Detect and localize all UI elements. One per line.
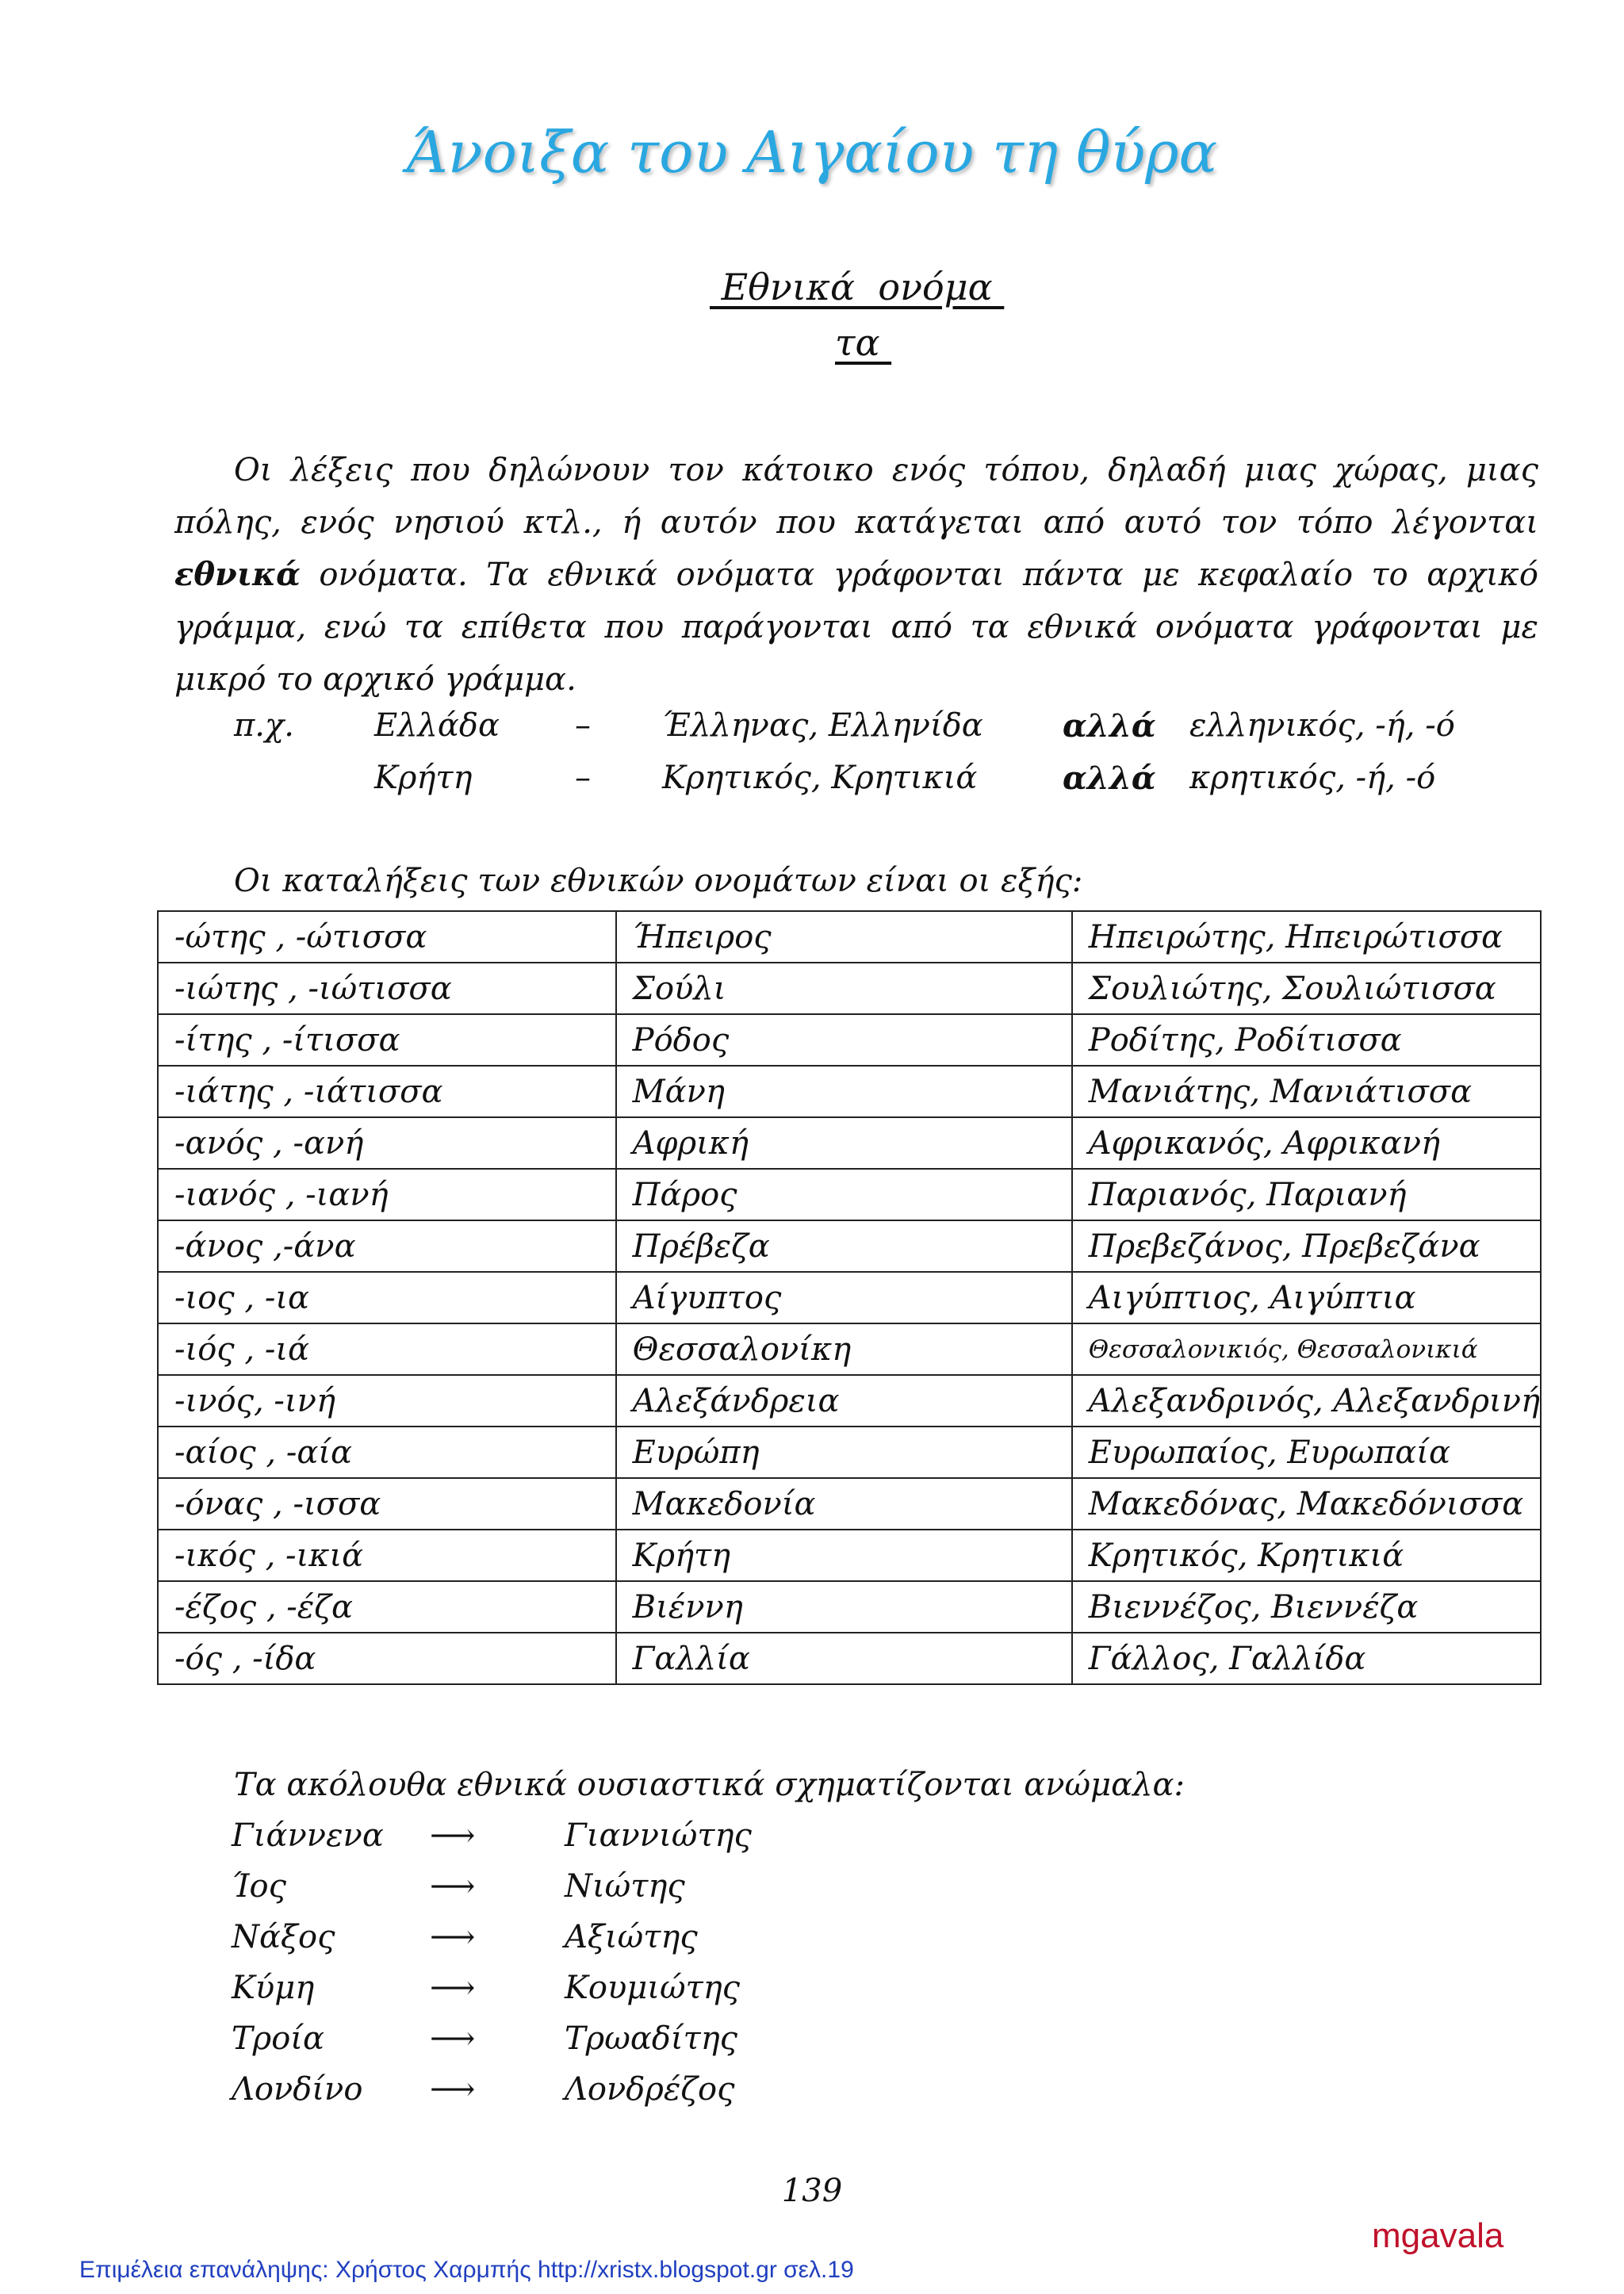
irregular-place: Λονδίνο <box>232 2071 363 2108</box>
irregular-row <box>232 2020 1025 2071</box>
footer-credit: Επιμέλεια επανάληψης: Χρήστος Χαρμπής http://xristx.blogspot.gr σελ.19 <box>79 2257 854 2283</box>
table-row <box>158 1014 1541 1066</box>
ending-cell: -ιανός , -ιανή <box>158 1169 616 1220</box>
irregular-row <box>232 1817 1025 1868</box>
example-cell: Θεσσαλονικιός, Θεσσαλονικιά <box>1072 1323 1541 1375</box>
place-cell: Πάρος <box>616 1169 1072 1220</box>
table-row <box>158 1323 1541 1375</box>
arrow-right-icon: ⟶ <box>430 1919 476 1955</box>
example-cell: Αλεξανδρινός, Αλεξανδρινή <box>1072 1375 1541 1427</box>
table-intro: Οι καταλήξεις των εθνικών ονομάτων είναι οι εξής: <box>234 863 1083 899</box>
example-dash: – <box>575 707 591 744</box>
table-row <box>158 1169 1541 1220</box>
intro-paragraph: Οι λέξεις που δηλώνουν τον κάτοικο ενός τόπου, δηλαδή μιας χώρας, μιας πόλης, ενός νησιού κτλ., ή αυτόν που κατάγεται από αυτό τον τόπο λέγονται εθνικά ονόματα. Τα εθνικά ονόματα γράφονται πάντα με κεφαλαίο το αρχικό γράμμα, ενώ τα επίθετα που παράγονται από τα εθνικά ονόματα γράφονται με μικρό το αρχικό γράμμα. <box>174 452 1538 698</box>
example-adjective: κρητικός, -ή, -ό <box>1189 760 1436 796</box>
place-cell: Βιέννη <box>616 1581 1072 1633</box>
irregular-place: Γιάννενα <box>232 1817 384 1854</box>
arrow-right-icon: ⟶ <box>430 2071 476 2108</box>
table-row <box>158 1581 1541 1633</box>
author-signature: mgavala <box>1372 2216 1504 2255</box>
ending-cell: -έζος , -έζα <box>158 1581 616 1633</box>
table-row <box>158 1478 1541 1530</box>
ending-cell: -ώτης , -ώτισσα <box>158 911 616 963</box>
table-row <box>158 1117 1541 1169</box>
irregular-place: Νάξος <box>232 1919 335 1955</box>
place-cell: Ρόδος <box>616 1014 1072 1066</box>
irregular-result: Αξιώτης <box>565 1919 698 1955</box>
place-cell: Πρέβεζα <box>616 1220 1072 1272</box>
ending-cell: -ιώτης , -ιώτισσα <box>158 963 616 1014</box>
table-row <box>158 1375 1541 1427</box>
example-cell: Σουλιώτης, Σουλιώτισσα <box>1072 963 1541 1014</box>
bold-term: εθνικά <box>174 556 301 593</box>
example-adjective: ελληνικός, -ή, -ό <box>1189 707 1455 744</box>
irregular-result: Τρωαδίτης <box>565 2020 738 2057</box>
endings-table <box>157 910 1542 1685</box>
irregular-place: Τροία <box>232 2020 324 2057</box>
table-row <box>158 1066 1541 1117</box>
table-row <box>158 1633 1541 1684</box>
arrow-right-icon: ⟶ <box>430 1868 476 1905</box>
example-place: Ελλάδα <box>374 707 500 744</box>
ending-cell: -ίτης , -ίτισσα <box>158 1014 616 1066</box>
irregular-row <box>232 1919 1025 1970</box>
place-cell: Αλεξάνδρεια <box>616 1375 1072 1427</box>
irregular-intro: Τα ακόλουθα εθνικά ουσιαστικά σχηματίζονται ανώμαλα: <box>234 1767 1185 1803</box>
ending-cell: -άνος ,-άνα <box>158 1220 616 1272</box>
ending-cell: -αίος , -αία <box>158 1427 616 1478</box>
place-cell: Θεσσαλονίκη <box>616 1323 1072 1375</box>
page-title: Άνοιξα του Αιγαίου τη θύρα <box>406 119 1218 186</box>
ending-cell: -όνας , -ισσα <box>158 1478 616 1530</box>
place-cell: Μακεδονία <box>616 1478 1072 1530</box>
place-cell: Σούλι <box>616 963 1072 1014</box>
ending-cell: -ικός , -ικιά <box>158 1530 616 1581</box>
example-cell: Γάλλος, Γαλλίδα <box>1072 1633 1541 1684</box>
irregular-place: Ίος <box>232 1868 286 1905</box>
ending-cell: -ός , -ίδα <box>158 1633 616 1684</box>
irregular-result: Λονδρέζος <box>565 2071 735 2108</box>
example-cell: Αφρικανός, Αφρικανή <box>1072 1117 1541 1169</box>
irregular-result: Κουμιώτης <box>565 1970 741 2006</box>
table-row <box>158 1427 1541 1478</box>
table-row <box>158 963 1541 1014</box>
example-label: π.χ. <box>234 707 294 744</box>
example-cell: Μανιάτης, Μανιάτισσα <box>1072 1066 1541 1117</box>
example-cell: Κρητικός, Κρητικιά <box>1072 1530 1541 1581</box>
table-row <box>158 1272 1541 1323</box>
ending-cell: -ανός , -ανή <box>158 1117 616 1169</box>
example-cell: Μακεδόνας, Μακεδόνισσα <box>1072 1478 1541 1530</box>
table-row <box>158 911 1541 963</box>
arrow-right-icon: ⟶ <box>430 1817 476 1854</box>
example-cell: Ροδίτης, Ροδίτισσα <box>1072 1014 1541 1066</box>
section-heading-line1: Εθνικά ονόμα <box>710 266 1005 308</box>
example-cell: Αιγύπτιος, Αιγύπτια <box>1072 1272 1541 1323</box>
place-cell: Ήπειρος <box>616 911 1072 963</box>
irregular-result: Γιαννιώτης <box>565 1817 752 1854</box>
irregular-row <box>232 2071 1025 2122</box>
irregular-row <box>232 1868 1025 1919</box>
example-cell: Παριανός, Παριανή <box>1072 1169 1541 1220</box>
example-nouns: Κρητικός, Κρητικιά <box>662 760 978 796</box>
example-dash: – <box>575 760 591 796</box>
example-cell: Ηπειρώτης, Ηπειρώτισσα <box>1072 911 1541 963</box>
section-heading-line2: τα <box>835 321 892 364</box>
example-place: Κρήτη <box>374 760 473 796</box>
irregular-row <box>232 1970 1025 2020</box>
example-but: αλλά <box>1063 760 1156 797</box>
table-row <box>158 1530 1541 1581</box>
place-cell: Κρήτη <box>616 1530 1072 1581</box>
arrow-right-icon: ⟶ <box>430 1970 476 2006</box>
place-cell: Αίγυπτος <box>616 1272 1072 1323</box>
ending-cell: -ινός, -ινή <box>158 1375 616 1427</box>
irregular-result: Νιώτης <box>565 1868 685 1905</box>
ending-cell: -ιός , -ιά <box>158 1323 616 1375</box>
arrow-right-icon: ⟶ <box>430 2020 476 2057</box>
place-cell: Γαλλία <box>616 1633 1072 1684</box>
example-but: αλλά <box>1063 707 1156 745</box>
place-cell: Μάνη <box>616 1066 1072 1117</box>
irregular-place: Κύμη <box>232 1970 315 2006</box>
ending-cell: -ιάτης , -ιάτισσα <box>158 1066 616 1117</box>
table-row <box>158 1220 1541 1272</box>
ending-cell: -ιος , -ια <box>158 1272 616 1323</box>
example-cell: Πρεβεζάνος, Πρεβεζάνα <box>1072 1220 1541 1272</box>
place-cell: Ευρώπη <box>616 1427 1072 1478</box>
example-cell: Ευρωπαίος, Ευρωπαία <box>1072 1427 1541 1478</box>
place-cell: Αφρική <box>616 1117 1072 1169</box>
page-number: 139 <box>781 2173 843 2209</box>
example-cell: Βιεννέζος, Βιεννέζα <box>1072 1581 1541 1633</box>
example-nouns: Έλληνας, Ελληνίδα <box>662 707 983 744</box>
